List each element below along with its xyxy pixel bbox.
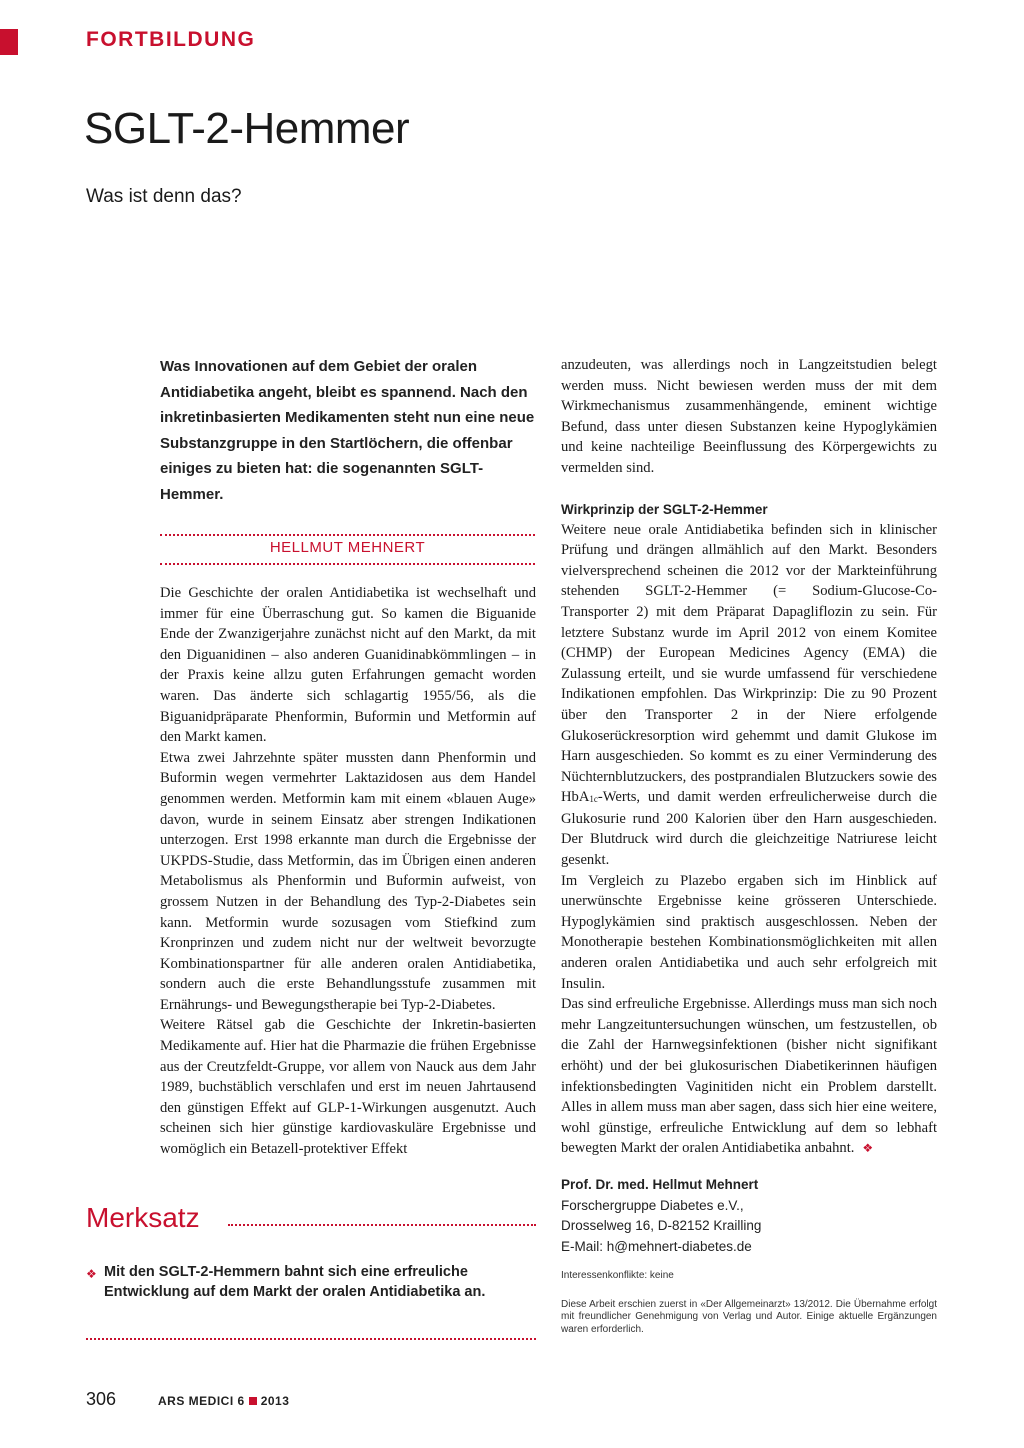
end-of-article-icon: ❖ — [862, 1141, 874, 1156]
body-paragraph — [561, 520, 937, 871]
section-label: FORTBILDUNG — [86, 28, 256, 51]
publication-note: Diese Arbeit erschien zuerst in «Der Allgemeinarzt» 13/2012. Die Übernahme erfolgt mit freundlicher Genehmigung von Verlag und Autor. Einige aktuelle Ergänzungen waren erforderlich. — [561, 1299, 937, 1335]
subscript: 1c — [589, 794, 598, 805]
diamond-bullet-icon: ❖ — [86, 1267, 97, 1281]
section-heading: Wirkprinzip der SGLT-2-Hemmer — [561, 501, 768, 517]
article-lead: Was Innovationen auf dem Gebiet der oralen Antidiabetika angeht, bleibt es spannend. Nach den inkretinbasierten Medikamenten steht nun eine neue Substanzgruppe in den Startlöchern, die offenbar einiges zu bieten hat: die sogenannten SGLT-Hemmer. — [160, 358, 535, 503]
merksatz-title: Merksatz — [86, 1202, 200, 1233]
author-contact — [561, 1175, 941, 1257]
journal-name: ARS MEDICI 6 — [158, 1394, 245, 1408]
contact-email: E-Mail: h@mehnert-diabetes.de — [561, 1238, 752, 1254]
body-column-right — [561, 355, 937, 1159]
merksatz-divider-bottom — [86, 1338, 536, 1340]
body-paragraph: Weitere Rätsel gab die Geschichte der Inkretin-basierten Medikamente auf. Hier hat die Pharmazie die frühen Ergebnisse aus der Creutzfeldt-Gruppe, vor allem von Nauck aus dem Jahr 1989, buchstäblich verschlafen und erst im neuen Jahrtausend den günstigen Effekt auf GLP-1-Wirkungen ausgenutzt. Auch scheinen sich hier günstige kardiovaskuläre Ergebnisse und womöglich ein Betazell-protektiver Effekt — [160, 1017, 536, 1158]
body-paragraph: Die Geschichte der oralen Antidiabetika ist wechselhaft und immer für eine Überraschung gut. So kamen die Biguanide Ende der Zwanzigerjahre zunächst nicht auf den Markt, da mit den Diguanidinen – also anderen Guanidinabkömmlingen – in der Praxis keine allzu guten Erfahrungen gemacht worden waren. Das änderte sich schlagartig 1955/56, als die Biguanidpräparate Phenformin, Buformin und Metformin auf den Markt kamen. — [160, 585, 536, 746]
body-column-left — [160, 583, 536, 1160]
merksatz-box — [86, 1262, 536, 1302]
contact-name: Prof. Dr. med. Hellmut Mehnert — [561, 1177, 759, 1192]
journal-footer — [158, 1394, 289, 1408]
contact-organization: Forschergruppe Diabetes e.V., — [561, 1197, 744, 1213]
body-text: Weitere neue orale Antidiabetika befinden sich in klinischer Prüfung und drängen allmählich auf den Markt. Besonders vielversprechend scheinen die 2012 vor der Markteinführung stehenden SGLT-2-Hemmer (= Sodium-Glucose-Co-Transporter 2) mit dem Präparat Dapagliflozin zu sein. Für letztere Substanz wurde im April 2012 von einem Komitee (CHMP) der European Medicines Agency (EMA) die Zulassung erteilt, und sie wurde umfassend für verschiedene Indikationen empfohlen. Das Wirkprinzip: Die zu 90 Prozent über den Transporter 2 in der Niere erfolgende Glukoserückresorption wird gehemmt und damit Glukose im Harn ausgeschieden. So kommt es zu einer Verminderung des Nüchternblutzuckers, des postprandialen Blutzuckers sowie des HbA — [561, 521, 937, 806]
body-text: -Werts, und damit werden erfreulicherweise durch die Glukosurie rund 200 Kalorien über den Harn ausgeschieden. Der Blutdruck wird durch die gleichzeitige Natriurese leicht gesenkt. — [561, 789, 937, 869]
body-paragraph: Etwa zwei Jahrzehnte später mussten dann Phenformin und Buformin wegen vermehrter Laktazidosen aus dem Handel genommen werden. Metformin kam mit einem «blauen Auge» davon, wurde in seinem Einsatz aber strengen Indikationen unterzogen. Erst 1998 erkannte man durch die Ergebnisse der UKPDS-Studie, dass Metformin, das im Übrigen einen anderen Metabolismus als Phenformin und Buformin aufweist, von grossem Nutzen in der Behandlung des Typ-2-Diabetes sein kann. Metformin wurde sozusagen vom Stiefkind zum Kronprinzen und zudem nicht nur der weltweit bevorzugte Kombinationspartner für alle anderen oralen Antidiabetika, sondern auch die erste Behandlungsstufe zusammen mit Ernährungs- und Bewegungstherapie bei Typ-2-Diabetes. — [160, 749, 536, 1013]
article-title: SGLT-2-Hemmer — [84, 104, 410, 153]
body-text: Das sind erfreuliche Ergebnisse. Allerdings muss man sich noch mehr Langzeituntersuchungen wünschen, um festzustellen, ob die Zahl der Harnwegsinfektionen (bisher nicht signifikant erhöht) und der bei glukosurischen Diabetikerinnen häufigen infektionsbedingten Vaginitiden nicht ein Problem darstellt. Alles in allem muss man aber sagen, dass sich hier eine weitere, wohl günstige, erfreuliche Entwicklung auf dem so lebhaft bewegten Markt der oralen Antidiabetika anbahnt. — [561, 996, 937, 1157]
square-separator-icon — [249, 1397, 257, 1405]
journal-year: 2013 — [260, 1394, 290, 1408]
body-paragraph: Im Vergleich zu Plazebo ergaben sich im Hinblick auf unerwünschte Ergebnisse keine grösseren Unterschiede. Hypoglykämien sind praktisch ausgeschlossen. Neben der Monotherapie bestehen Kombinationsmöglichkeiten mit allen anderen oralen Antidiabetika und auch sehr erfolgreich mit Insulin. — [561, 872, 937, 992]
author-divider-top — [160, 534, 535, 536]
section-marker — [0, 29, 18, 55]
contact-address: Drosselweg 16, D-82152 Krailling — [561, 1218, 762, 1233]
author-name: HELLMUT MEHNERT — [269, 539, 426, 556]
merksatz-text: Mit den SGLT-2-Hemmern bahnt sich eine erfreuliche Entwicklung auf dem Markt der oralen Antidiabetika an. — [104, 1264, 486, 1300]
conflict-of-interest: Interessenkonflikte: keine — [561, 1270, 674, 1281]
body-paragraph: anzudeuten, was allerdings noch in Langzeitstudien belegt werden muss. Nicht bewiesen werden muss der mit dem Wirkmechanismus zusammenhängende, eminent wichtige Befund, dass unter diesen Substanzen keine Hypoglykämien und keine nachteilige Beeinflussung des Körpergewichts zu vermelden sind. — [561, 357, 937, 476]
body-paragraph — [561, 994, 937, 1159]
page-number: 306 — [86, 1389, 117, 1409]
author-divider-bottom — [160, 563, 535, 565]
merksatz-divider — [228, 1224, 536, 1226]
article-subtitle: Was ist denn das? — [86, 186, 242, 207]
